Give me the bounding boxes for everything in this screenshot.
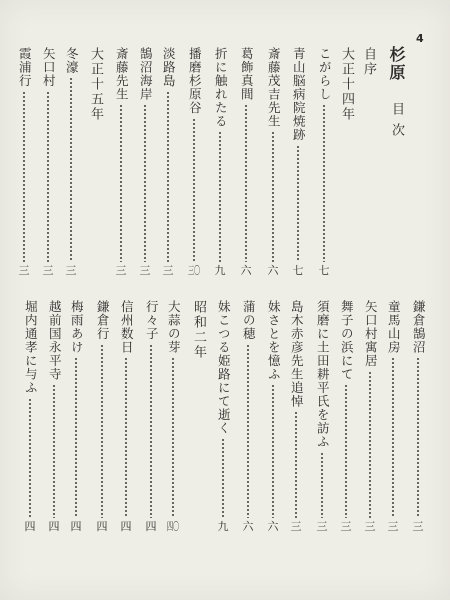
toc-entry[interactable]: [165, 300, 181, 532]
page-number: 4: [416, 32, 424, 45]
toc-entry-title: 堀内通孝に与ふ: [23, 300, 39, 395]
dot-leader: [167, 91, 169, 263]
toc-entry-page: 四: [145, 521, 157, 532]
toc-entry[interactable]: [186, 47, 202, 276]
toc-entry[interactable]: [113, 47, 129, 276]
toc-entry-page: 三: [290, 521, 302, 532]
toc-entry-page: 三: [364, 521, 376, 532]
toc-entry[interactable]: [22, 300, 38, 532]
toc-entry-page: 四: [24, 521, 36, 532]
toc-entry-title: 島木赤彦先生追悼: [289, 300, 305, 408]
toc-entry-title: 鎌倉行: [95, 300, 111, 341]
dot-leader: [125, 357, 127, 518]
dot-leader: [219, 131, 221, 262]
dot-leader: [120, 104, 122, 262]
dot-leader: [75, 357, 77, 518]
toc-entry-page: 六: [267, 521, 279, 532]
toc-entry[interactable]: [160, 47, 176, 276]
dot-leader: [29, 398, 31, 519]
toc-entry[interactable]: [16, 47, 32, 276]
toc-entry-title: 折に触れたる: [213, 47, 229, 128]
dot-leader: [323, 104, 325, 262]
toc-entry-page: 三: [340, 521, 352, 532]
toc-entry[interactable]: [94, 300, 110, 532]
dot-leader: [245, 104, 247, 262]
toc-entry[interactable]: [40, 47, 56, 276]
toc-entry-page: 九: [217, 521, 229, 532]
toc-section-heading: 昭和二年: [191, 300, 206, 360]
toc-entry-page: 三: [115, 265, 127, 276]
dot-leader: [70, 77, 72, 262]
toc-entry-title: 舞子の浜にて: [339, 300, 355, 381]
toc-entry-title: 越前国永平寺: [47, 300, 63, 381]
dot-leader: [193, 118, 195, 263]
dot-leader: [369, 371, 371, 519]
toc-entry-page: 三: [387, 521, 399, 532]
toc-entry[interactable]: [238, 47, 254, 276]
dot-leader: [23, 91, 25, 263]
dot-leader: [53, 384, 55, 518]
dot-leader: [47, 91, 49, 263]
toc-entry[interactable]: [46, 300, 62, 532]
toc-entry[interactable]: [118, 300, 134, 532]
toc-entry-page: 三: [18, 265, 30, 276]
dot-leader: [272, 131, 274, 262]
toc-entry[interactable]: [143, 300, 159, 532]
toc-entry-page: 六: [242, 521, 254, 532]
dot-leader: [222, 438, 224, 518]
toc-entry-title: 霞浦行: [17, 47, 33, 88]
toc-entry-page: 四: [70, 521, 82, 532]
toc-entry-title: 信州数日: [119, 300, 135, 354]
toc-entry[interactable]: [265, 47, 281, 276]
toc-entry-page: 三: [65, 265, 77, 276]
toc-entry-title: 鵠沼海岸: [138, 47, 154, 101]
toc-entry-title: 播磨杉原谷: [187, 47, 203, 115]
dot-leader: [150, 344, 152, 519]
dot-leader: [321, 452, 323, 519]
dot-leader: [272, 384, 274, 518]
toc-entry-title: こがらし: [317, 47, 333, 101]
dot-leader: [392, 357, 394, 518]
toc-section-heading: 大正十五年: [88, 47, 103, 122]
toc-entry-title: 葛飾真間: [239, 47, 255, 101]
toc-entry-page: 六: [267, 265, 279, 276]
toc-entry-page: 六: [240, 265, 252, 276]
toc-entry[interactable]: [316, 47, 332, 276]
toc-entry-title: 梅雨あけ: [69, 300, 85, 354]
toc-entry[interactable]: [215, 300, 231, 532]
toc-entry-page: 九: [214, 265, 226, 276]
toc-entry-page: 三: [412, 521, 424, 532]
toc-entry[interactable]: [137, 47, 153, 276]
toc-entry-page: 七: [292, 265, 304, 276]
toc-entry-title: 鎌倉鵠沼: [411, 300, 427, 354]
toc-entry[interactable]: [288, 300, 304, 532]
toc-entry-title: 青山脳病院焼跡: [291, 47, 307, 142]
toc-entry-page: 三: [316, 521, 328, 532]
toc-entry-page: 四〇: [166, 521, 180, 532]
toc-entry-title: 矢口村寓居: [363, 300, 379, 368]
toc-entry-page: 三: [162, 265, 174, 276]
book-title: 杉原: [387, 46, 406, 82]
dot-leader: [345, 384, 347, 518]
toc-section-heading: 自序: [361, 47, 376, 77]
dot-leader: [172, 357, 174, 518]
dot-leader: [297, 145, 299, 263]
toc-entry[interactable]: [410, 300, 426, 532]
toc-subtitle: 目次: [389, 101, 404, 144]
toc-entry-page: 四: [48, 521, 60, 532]
toc-section-heading: 大正十四年: [339, 47, 354, 122]
toc-entry-title: 斎藤茂吉先生: [266, 47, 282, 128]
toc-entry-title: 妹さとを憶ふ: [266, 300, 282, 381]
toc-entry[interactable]: [290, 47, 306, 276]
toc-entry-title: 大蒜の芽: [166, 300, 182, 354]
toc-entry[interactable]: [63, 47, 79, 276]
toc-entry[interactable]: [362, 300, 378, 532]
toc-entry-page: 四: [120, 521, 132, 532]
toc-entry[interactable]: [68, 300, 84, 532]
toc-entry-page: 三: [139, 265, 151, 276]
dot-leader: [417, 357, 419, 518]
toc-entry-title: 蒲の穂: [241, 300, 257, 341]
toc-entry-page: 三〇: [187, 265, 201, 276]
toc-entry[interactable]: [265, 300, 281, 532]
toc-entry[interactable]: [385, 300, 401, 532]
toc-entry-title: 須磨に土田耕平氏を訪ふ: [315, 300, 331, 449]
toc-entry-page: 七: [318, 265, 330, 276]
toc-entry-title: 矢口村: [41, 47, 57, 88]
toc-entry-title: 冬濠: [64, 47, 80, 74]
toc-title: [385, 46, 408, 144]
toc-entry[interactable]: [314, 300, 330, 532]
toc-entry-title: 妹こつる姫路にて逝く: [216, 300, 232, 435]
toc-entry-page: 三: [42, 265, 54, 276]
toc-entry-title: 行々子: [144, 300, 160, 341]
toc-entry-title: 斎藤先生: [114, 47, 130, 101]
toc-entry[interactable]: [212, 47, 228, 276]
toc-entry-title: 童馬山房: [386, 300, 402, 354]
toc-entry-page: 四: [96, 521, 108, 532]
dot-leader: [101, 344, 103, 519]
toc-entry[interactable]: [338, 300, 354, 532]
toc-entry[interactable]: [240, 300, 256, 532]
dot-leader: [247, 344, 249, 519]
toc-entry-title: 淡路島: [161, 47, 177, 88]
dot-leader: [295, 411, 297, 518]
dot-leader: [144, 104, 146, 262]
